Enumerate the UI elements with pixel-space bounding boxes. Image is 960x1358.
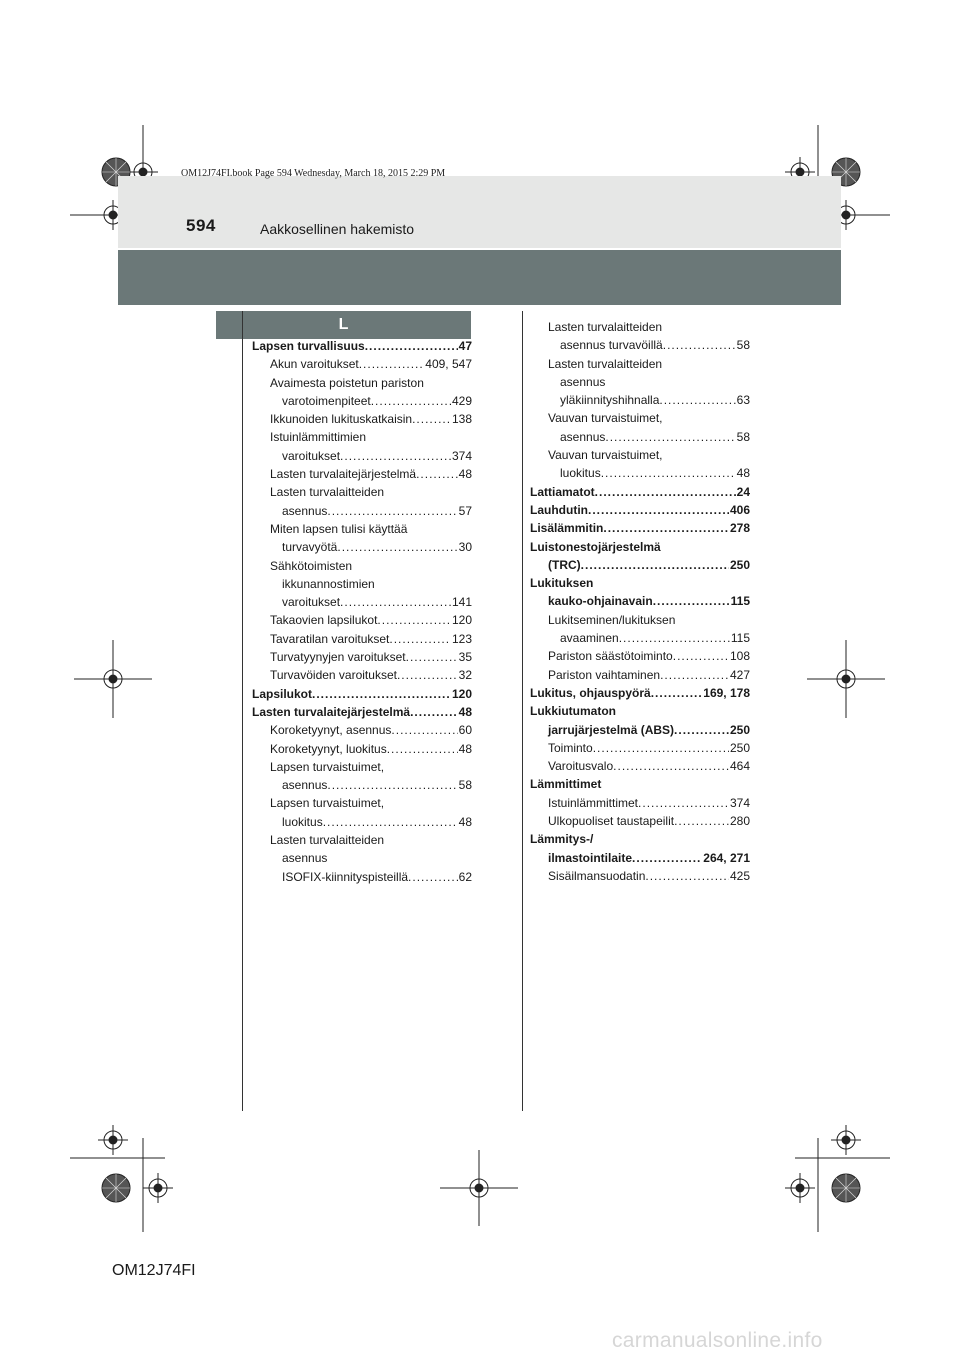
- index-entry-term: Lauhdutin: [530, 502, 588, 517]
- index-entry-leader: [391, 721, 457, 739]
- index-entry-page: 374: [451, 448, 472, 463]
- index-entry-term: varoitukset: [282, 595, 341, 610]
- index-entry-term: asennus: [282, 778, 328, 793]
- index-entry: [252, 849, 472, 867]
- index-entry-term: Istuinlämmittimet: [548, 795, 639, 810]
- index-entry: [252, 355, 472, 373]
- index-entry-leader: [410, 703, 458, 721]
- index-entry-term: jarrujärjestelmä (ABS): [548, 722, 675, 737]
- registration-target-icon: [464, 1173, 494, 1203]
- index-entry: [530, 849, 750, 867]
- column-rule-right: [522, 311, 523, 1111]
- index-entry-page: 120: [451, 686, 472, 701]
- index-entry: [530, 739, 750, 757]
- index-entry-leader: [389, 630, 451, 648]
- index-entry-page: 48: [458, 704, 472, 719]
- index-entry-term: Akun varoitukset: [270, 357, 359, 372]
- index-entry: [252, 648, 472, 666]
- index-entry-term: Lukitus, ohjauspyörä: [530, 685, 651, 700]
- section-title: Aakkosellinen hakemisto: [260, 221, 415, 237]
- index-entry: [530, 830, 750, 848]
- index-entry-leader: [340, 447, 451, 465]
- index-entry-term: Lasten turvalaitteiden: [548, 356, 663, 371]
- index-entry-term: Sähkötoimisten: [270, 558, 353, 573]
- index-entry: [530, 501, 750, 519]
- index-entry-term: Istuinlämmittimien: [270, 430, 367, 445]
- index-entry: [252, 630, 472, 648]
- index-entry-term: Takaovien lapsilukot: [270, 613, 378, 628]
- index-entry-term: ilmastointilaite: [548, 850, 633, 865]
- index-entry: [252, 520, 472, 538]
- index-entry-term: Pariston säästötoiminto: [548, 649, 673, 664]
- index-entry-term: Tavaratilan varoitukset: [270, 631, 390, 646]
- index-entry-page: 48: [458, 467, 472, 482]
- index-entry: [252, 703, 472, 721]
- index-entry-term: Lasten turvalaitteiden: [270, 485, 385, 500]
- index-entry: [530, 684, 750, 702]
- index-entry-term: Lasten turvalaitteiden: [270, 833, 385, 848]
- index-entry: [252, 575, 472, 593]
- index-entry: [252, 611, 472, 629]
- index-entry-page: 35: [458, 650, 472, 665]
- index-entry-leader: [605, 428, 735, 446]
- index-entry-term: turvavyötä: [282, 540, 338, 555]
- index-entry: [530, 355, 750, 373]
- index-entry-leader: [406, 648, 458, 666]
- index-entry-leader: [659, 391, 735, 409]
- document-code: OM12J74FI: [112, 1262, 196, 1279]
- index-entry-term: Lukituksen: [530, 576, 594, 591]
- index-entry-leader: [327, 502, 457, 520]
- index-entry-term: asennus: [560, 374, 606, 389]
- index-entry-page: 250: [729, 722, 750, 737]
- column-rule-left: [242, 311, 243, 1111]
- index-entry: [530, 519, 750, 537]
- index-entry-page: 374: [729, 795, 750, 810]
- index-entry-term: Vauvan turvaistuimet,: [548, 411, 663, 426]
- index-entry-page: 58: [736, 429, 750, 444]
- watermark: carmanualsonline.info: [612, 1329, 823, 1352]
- index-entry: [530, 775, 750, 793]
- index-entry-term: asennus: [282, 851, 328, 866]
- index-entry: [252, 721, 472, 739]
- index-entry: [530, 757, 750, 775]
- index-entry-page: 250: [729, 557, 750, 572]
- index-entry-term: luokitus: [282, 814, 323, 829]
- index-entry-leader: [593, 739, 729, 757]
- index-entry: [530, 464, 750, 482]
- index-entry-leader: [397, 666, 458, 684]
- index-entry: [530, 867, 750, 885]
- index-entry: [530, 483, 750, 501]
- index-entry-leader: [645, 867, 729, 885]
- index-entry-page: 425: [729, 868, 750, 883]
- index-entry-page: 48: [458, 814, 472, 829]
- index-entry: [252, 758, 472, 776]
- index-entry: [530, 538, 750, 556]
- index-entry-leader: [581, 556, 729, 574]
- index-entry-term: Miten lapsen tulisi käyttää: [270, 521, 408, 536]
- index-entry-term: Lasten turvalaitteiden: [548, 320, 663, 334]
- index-entry-leader: [660, 666, 729, 684]
- index-entry: [252, 666, 472, 684]
- index-entry-page: 32: [458, 668, 472, 683]
- index-entry-page: 169, 178: [703, 685, 750, 700]
- index-entry-term: kauko-ohjainavain: [548, 594, 653, 609]
- index-entry-term: ISOFIX-kiinnityspisteillä: [282, 869, 409, 884]
- index-entry-page: 24: [736, 484, 750, 499]
- index-entry-leader: [416, 465, 458, 483]
- index-entry: [252, 337, 472, 355]
- index-entry-term: avaaminen: [560, 631, 619, 646]
- index-entry-page: 115: [730, 631, 750, 646]
- page-number: 594: [186, 216, 216, 235]
- index-entry-term: Lattiamatot: [530, 484, 595, 499]
- index-entry: [530, 812, 750, 830]
- index-entry-page: 264, 271: [703, 850, 750, 865]
- index-entry: [252, 740, 472, 758]
- index-entry-page: 63: [736, 393, 750, 408]
- index-entry-page: 108: [729, 649, 750, 664]
- index-entry-page: 115: [730, 594, 750, 609]
- index-entry: [530, 611, 750, 629]
- index-entry: [252, 794, 472, 812]
- index-entry: [252, 483, 472, 501]
- index-entry-term: varoitukset: [282, 448, 341, 463]
- index-column-right: [530, 318, 750, 885]
- index-entry-leader: [674, 812, 729, 830]
- index-entry: [530, 629, 750, 647]
- index-entry-term: Koroketyynyt, asennus: [270, 723, 392, 738]
- index-entry: [530, 556, 750, 574]
- index-entry-leader: [653, 592, 730, 610]
- index-entry-page: 138: [451, 412, 472, 427]
- index-entry: [530, 391, 750, 409]
- index-entry-leader: [595, 483, 736, 501]
- index-entry-leader: [674, 721, 729, 739]
- index-entry: [530, 318, 750, 336]
- index-entry-term: Lukkiutumaton: [530, 704, 616, 719]
- index-entry-term: Toiminto: [548, 740, 593, 755]
- registration-target-icon: [831, 1125, 861, 1155]
- index-entry-term: Turvatyynyjen varoitukset: [270, 650, 406, 665]
- index-entry-term: Varoitusvalo: [548, 759, 614, 774]
- index-entry-term: Lasten turvalaitejärjestelmä: [252, 704, 411, 719]
- index-entry: [252, 813, 472, 831]
- index-entry-term: Ulkopuoliset taustapeilit: [548, 814, 675, 829]
- index-entry: [252, 776, 472, 794]
- index-entry-term: Lukitseminen/lukituksen: [548, 612, 676, 627]
- registration-target-icon: [785, 1173, 815, 1203]
- index-entry-term: Lapsilukot: [252, 686, 313, 701]
- index-entry-term: luokitus: [560, 466, 601, 481]
- index-entry-leader: [673, 647, 729, 665]
- index-entry: [252, 593, 472, 611]
- index-entry: [530, 721, 750, 739]
- index-entry: [530, 647, 750, 665]
- index-entry-page: 57: [458, 503, 472, 518]
- index-entry-page: 464: [729, 759, 750, 774]
- index-entry-leader: [651, 684, 703, 702]
- header-band-light: [118, 176, 841, 248]
- index-entry-leader: [340, 593, 451, 611]
- index-entry: [530, 409, 750, 427]
- index-entry: [252, 502, 472, 520]
- index-entry: [530, 428, 750, 446]
- index-entry-page: 250: [729, 740, 750, 755]
- index-entry-leader: [371, 392, 451, 410]
- index-entry-leader: [377, 611, 451, 629]
- index-entry-page: 58: [458, 778, 472, 793]
- index-entry-term: Lämmitys-/: [530, 832, 594, 847]
- sunburst-mark-icon: [101, 1173, 131, 1203]
- index-entry-page: 123: [451, 631, 472, 646]
- index-entry-page: 141: [451, 595, 472, 610]
- index-entry-term: ikkunannostimien: [282, 576, 375, 591]
- registration-target-icon: [98, 1125, 128, 1155]
- index-entry: [252, 465, 472, 483]
- index-entry: [252, 538, 472, 556]
- index-entry: [252, 868, 472, 886]
- index-entry-term: Pariston vaihtaminen: [548, 667, 661, 682]
- index-entry-page: 62: [458, 869, 472, 884]
- index-entry-term: Lasten turvalaitejärjestelmä: [270, 467, 417, 482]
- index-entry-leader: [601, 464, 736, 482]
- index-entry-page: 280: [729, 814, 750, 829]
- index-entry: [530, 373, 750, 391]
- index-entry: [530, 666, 750, 684]
- index-entry: [252, 831, 472, 849]
- index-entry-term: Vauvan turvaistuimet,: [548, 448, 663, 463]
- index-column-left: [252, 337, 472, 886]
- index-entry-leader: [387, 740, 458, 758]
- index-entry-leader: [323, 813, 458, 831]
- index-entry: [530, 702, 750, 720]
- registration-target-icon: [98, 664, 128, 694]
- index-entry-page: 429: [451, 393, 472, 408]
- index-entry: [252, 557, 472, 575]
- index-entry-term: Luistonestojärjestelmä: [530, 539, 661, 554]
- index-entry-leader: [588, 501, 729, 519]
- index-entry-term: asennus: [282, 503, 328, 518]
- sunburst-mark-icon: [831, 1173, 861, 1203]
- index-entry: [530, 446, 750, 464]
- registration-target-icon: [143, 1173, 173, 1203]
- index-entry-page: 406: [729, 502, 750, 517]
- index-entry: [252, 374, 472, 392]
- index-entry-page: 30: [458, 540, 472, 555]
- index-entry-leader: [412, 410, 451, 428]
- index-entry-leader: [632, 849, 702, 867]
- index-entry-leader: [663, 336, 736, 354]
- index-entry-term: Turvavöiden varoitukset: [270, 668, 397, 683]
- index-entry: [252, 392, 472, 410]
- index-entry: [530, 592, 750, 610]
- index-entry-leader: [638, 794, 729, 812]
- index-entry-term: asennus: [560, 429, 606, 444]
- index-entry-term: varotoimenpiteet: [282, 393, 371, 408]
- index-entry-leader: [408, 868, 458, 886]
- index-entry-term: Sisäilmansuodatin: [548, 868, 646, 883]
- header-band-dark: [118, 250, 841, 305]
- index-entry-term: Koroketyynyt, luokitus: [270, 741, 387, 756]
- index-entry-page: 58: [736, 338, 750, 353]
- index-entry-leader: [327, 776, 457, 794]
- index-entry-leader: [613, 757, 729, 775]
- index-entry-term: yläkiinnityshihnalla: [560, 393, 660, 408]
- index-entry-term: Lisälämmitin: [530, 521, 604, 536]
- index-entry-page: 47: [458, 339, 472, 353]
- index-entry-term: Lapsen turvaistuimet,: [270, 759, 385, 774]
- index-entry: [530, 794, 750, 812]
- letter-header: L: [338, 316, 349, 333]
- index-entry: [252, 428, 472, 446]
- index-entry-page: 48: [458, 741, 472, 756]
- registration-target-icon: [831, 664, 861, 694]
- index-entry-term: Lämmittimet: [530, 777, 602, 792]
- index-entry-leader: [312, 685, 451, 703]
- index-entry-leader: [337, 538, 457, 556]
- index-entry-leader: [365, 337, 458, 355]
- index-entry: [252, 685, 472, 703]
- index-entry-page: 409, 547: [425, 357, 472, 372]
- index-entry: [530, 336, 750, 354]
- index-entry-page: 60: [458, 723, 472, 738]
- index-entry-term: asennus turvavöillä: [560, 338, 663, 353]
- index-entry-page: 48: [736, 466, 750, 481]
- index-entry: [252, 447, 472, 465]
- book-stamp: OM12J74FI.book Page 594 Wednesday, March 18, 2015 2:29 PM: [181, 168, 446, 179]
- index-entry-leader: [619, 629, 730, 647]
- index-entry-term: Avaimesta poistetun pariston: [270, 375, 424, 390]
- index-entry-term: Lapsen turvallisuus: [252, 339, 365, 353]
- index-entry: [530, 574, 750, 592]
- index-entry: [252, 410, 472, 428]
- index-entry-leader: [603, 519, 729, 537]
- index-entry-term: (TRC): [548, 557, 581, 572]
- index-entry-leader: [359, 355, 425, 373]
- index-entry-page: 427: [729, 667, 750, 682]
- index-entry-term: Ikkunoiden lukituskatkaisin: [270, 412, 413, 427]
- index-entry-page: 120: [451, 613, 472, 628]
- index-entry-term: Lapsen turvaistuimet,: [270, 796, 385, 811]
- index-entry-page: 278: [729, 521, 750, 536]
